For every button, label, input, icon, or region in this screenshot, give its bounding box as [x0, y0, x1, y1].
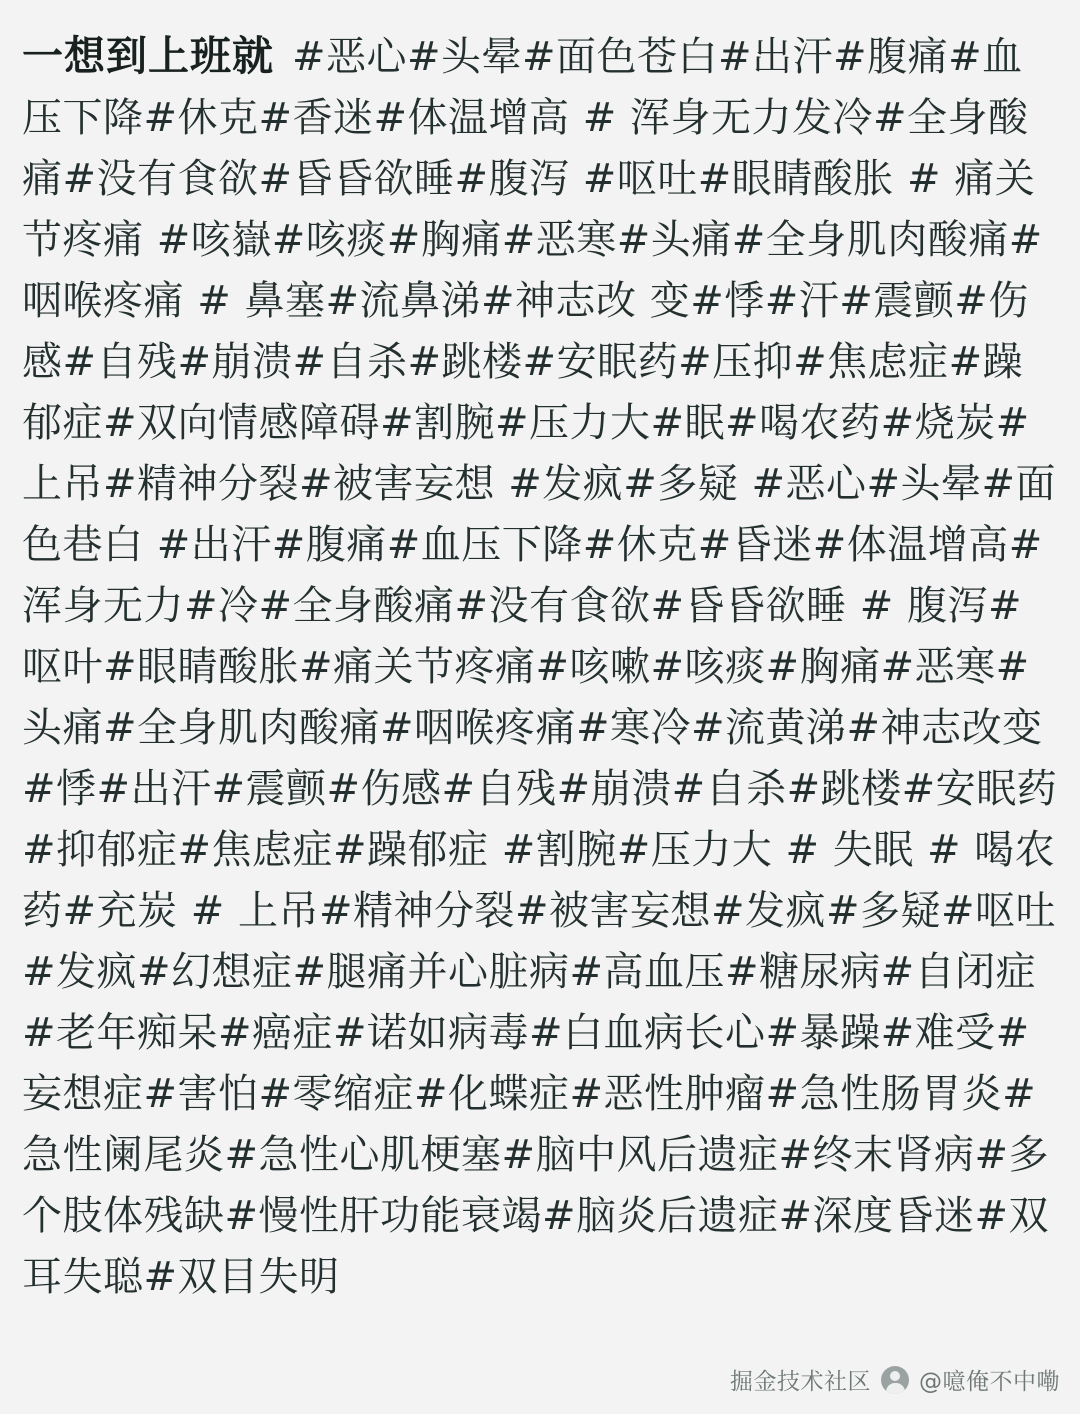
watermark — [730, 1363, 1060, 1396]
user-avatar-icon — [881, 1366, 909, 1394]
watermark-source-label: 掘金技术社区 — [730, 1369, 871, 1395]
hashtag-list-text: #恶心#头晕#面色苍白#出汗#腹痛#血压下降#休克#香迷#体温增高 # 浑身无力发冷#全身酸痛#没有食欲#昏昏欲睡#腹泻 #呕吐#眼睛酸胀 # 痛关节疼痛 #咳嶽#咳痰#胸痛#恶寒#头痛#全身肌肉酸痛#咽喉疼痛 # 鼻塞#流鼻涕#神志改 变#悸#汗#震颤#伤感#自残#崩溃#自杀#跳楼#安眠药#压抑#焦虑症#躁郁症#双向情感障碍#割腕#压力大#眠#喝农药#烧炭#上吊#精神分裂#被害妄想 #发疯#多疑 #恶心#头晕#面色巷白 #出汗#腹痛#血压下降#休克#昏迷#体温增高#浑身无力#冷#全身酸痛#没有食欲#昏昏欲睡 # 腹泻#呕叶#眼睛酸胀#痛关节疼痛#咳嗽#咳痰#胸痛#恶寒#头痛#全身肌肉酸痛#咽喉疼痛#寒冷#流黄涕#神志改变 #悸#出汗#震颤#伤感#自残#崩溃#自杀#跳楼#安眠药#抑郁症#焦虑症#躁郁症 #割腕#压力大 # 失眠 # 喝农药#充炭 # 上吊#精神分裂#被害妄想#发疯#多疑#呕吐#发疯#幻想症#腿痛并心脏病#高血压#糖尿病#自闭症#老年痴呆#癌症#诺如病毒#白血病长心#暴躁#难受#妄想症#害怕#零缩症#化蝶症#恶性肿瘤#急性肠胃炎#急性阑尾炎#急性心肌梗塞#脑中风后遗症#终末肾病#多个肢体残缺#慢性肝功能衰竭#脑炎后遗症#深度昏迷#双耳失聪#双目失明 — [22, 34, 1058, 1300]
document-body — [22, 26, 1062, 1308]
watermark-handle: @噫俺不中嘞 — [919, 1369, 1060, 1395]
symptom-hashtag-paragraph — [22, 26, 1062, 1308]
lead-phrase: 一想到上班就 — [22, 32, 274, 80]
